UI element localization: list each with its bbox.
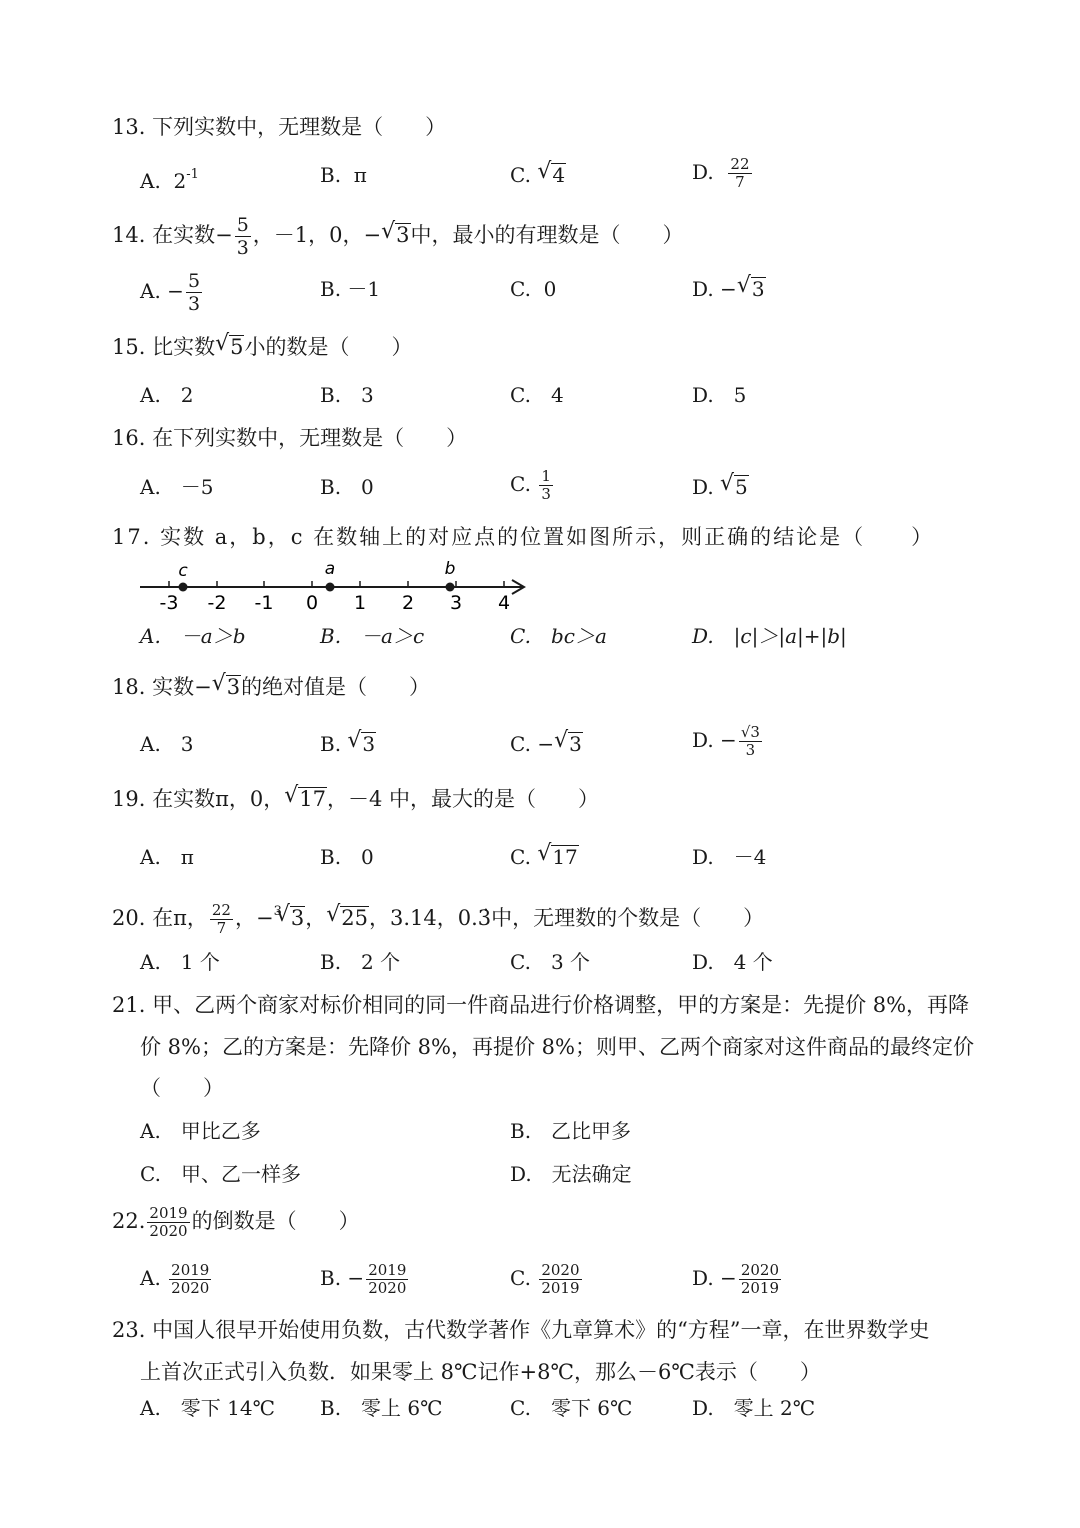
q16-option-b: B. 0: [320, 475, 374, 499]
q13-stem: 13. 下列实数中，无理数是（ ）: [112, 115, 447, 139]
q18-stem: 18. 实数−√ 3的绝对值是（ ）: [112, 672, 430, 702]
q21-option-a: A. 甲比乙多: [140, 1119, 261, 1143]
q23-stem-line2: 上首次正式引入负数．如果零上 8℃记作+8℃，那么－6℃表示（ ）: [140, 1360, 821, 1384]
q22-stem: 22. $\frac{2019}{2020}$ 的倒数是（ ）: [112, 1204, 360, 1240]
q15-option-a: A. 2: [140, 383, 194, 407]
q17-option-a: A. －a＞b: [140, 624, 246, 648]
q17-stem: 17. 实数 a，b，c 在数轴上的对应点的位置如图所示，则正确的结论是（ ）: [112, 525, 935, 549]
q18-option-a: A. 3: [140, 732, 194, 756]
number-line: [136, 556, 536, 614]
q17-option-c: C. bc＞a: [510, 624, 607, 648]
tick-label-n1: -1: [254, 592, 274, 614]
q17-option-d: D. |c|＞|a|+|b|: [692, 624, 847, 648]
q22-option-b: B. − $\frac{2019}{2020}$: [320, 1261, 407, 1297]
q13-option-c: C. √ 4: [510, 160, 566, 190]
q21-option-d: D. 无法确定: [510, 1162, 632, 1186]
tick-label-3: 3: [449, 592, 463, 614]
q16-option-a: A. －5: [140, 475, 214, 499]
q20-option-b: B. 2 个: [320, 950, 401, 974]
q21-stem-line3: （ ）: [140, 1076, 224, 1100]
q22-option-d: D. − $\frac{2020}{2019}$: [692, 1261, 779, 1297]
q15-option-b: B. 3: [320, 383, 374, 407]
q23-option-b: B. 零上 6℃: [320, 1396, 443, 1420]
q19-option-d: D. －4: [692, 845, 767, 869]
tick-label-1: 1: [353, 592, 367, 614]
q18-option-b: B. √ 3: [320, 729, 376, 759]
q19-option-a: A. π: [140, 845, 194, 869]
q18-option-c: C. −√ 3: [510, 729, 583, 759]
tick-label-2: 2: [401, 592, 415, 614]
q16-option-c: C. $\frac{1}{3}$: [510, 467, 551, 503]
q14-option-c: C. 0: [510, 277, 557, 301]
tick-label-n2: -2: [207, 592, 227, 614]
q20-option-c: C. 3 个: [510, 950, 591, 974]
tick-label-4: 4: [497, 592, 511, 614]
q20-option-d: D. 4 个: [692, 950, 773, 974]
q13-option-d: D. $\frac{22}{7}$: [692, 155, 750, 191]
point-a-label: a: [324, 559, 336, 579]
q20-option-a: A. 1 个: [140, 950, 220, 974]
q14-stem: 14. 在实数− $\frac{5}{3}$ ，－1，0，−√ 3中，最小的有理数是（ ）: [112, 214, 684, 259]
point-c: [179, 583, 188, 592]
q14-option-d: D. −√ 3: [692, 274, 766, 304]
q19-option-b: B. 0: [320, 845, 374, 869]
q15-stem: 15. 比实数√ 5小的数是（ ）: [112, 332, 412, 362]
q21-option-b: B. 乙比甲多: [510, 1119, 632, 1143]
q16-option-d: D. √ 5: [692, 472, 749, 502]
q18-option-d: D. − $\frac{√3}{3}$: [692, 723, 760, 759]
q23-option-a: A. 零下 14℃: [140, 1396, 275, 1420]
q15-option-c: C. 4: [510, 383, 564, 407]
q22-option-a: A. $\frac{2019}{2020}$: [140, 1261, 210, 1297]
q16-stem: 16. 在下列实数中，无理数是（ ）: [112, 426, 468, 450]
point-b-label: b: [444, 559, 456, 579]
q14-option-a: A. − $\frac{5}{3}$: [140, 270, 201, 315]
q21-stem-line2: 价 8%；乙的方案是：先降价 8%，再提价 8%；则甲、乙两个商家对这件商品的最终定价: [140, 1035, 974, 1059]
q21-stem-line1: 21. 甲、乙两个商家对标价相同的同一件商品进行价格调整，甲的方案是：先提价 8%，再降: [112, 993, 970, 1017]
q13-option-a: A. $2^{-1}$: [140, 167, 199, 193]
point-b: [446, 583, 455, 592]
q20-stem: 20. 在π， $\frac{22}{7}$ ，−$^3$√ 3，√ 25，3.14，0.3̇中，无理数的个数是（ ）: [112, 897, 764, 937]
q22-option-c: C. $\frac{2020}{2019}$: [510, 1261, 580, 1297]
q23-option-c: C. 零下 6℃: [510, 1396, 633, 1420]
point-c-label: c: [178, 561, 188, 581]
q13-option-b: B. π: [320, 163, 367, 187]
q14-option-b: B. －1: [320, 277, 381, 301]
q23-stem-line1: 23. 中国人很早开始使用负数，古代数学著作《九章算术》的“方程”一章，在世界数学史: [112, 1318, 930, 1342]
point-a: [326, 583, 335, 592]
tick-label-n3: -3: [159, 592, 179, 614]
tick-label-0: 0: [305, 592, 319, 614]
q21-option-c: C. 甲、乙一样多: [140, 1162, 301, 1186]
q23-option-d: D. 零上 2℃: [692, 1396, 816, 1420]
q17-option-b: B. －a＞c: [320, 624, 425, 648]
q19-option-c: C. √ 17: [510, 842, 579, 872]
q19-stem: 19. 在实数π，0，√ 17，－4 中，最大的是（ ）: [112, 784, 599, 814]
q15-option-d: D. 5: [692, 383, 747, 407]
